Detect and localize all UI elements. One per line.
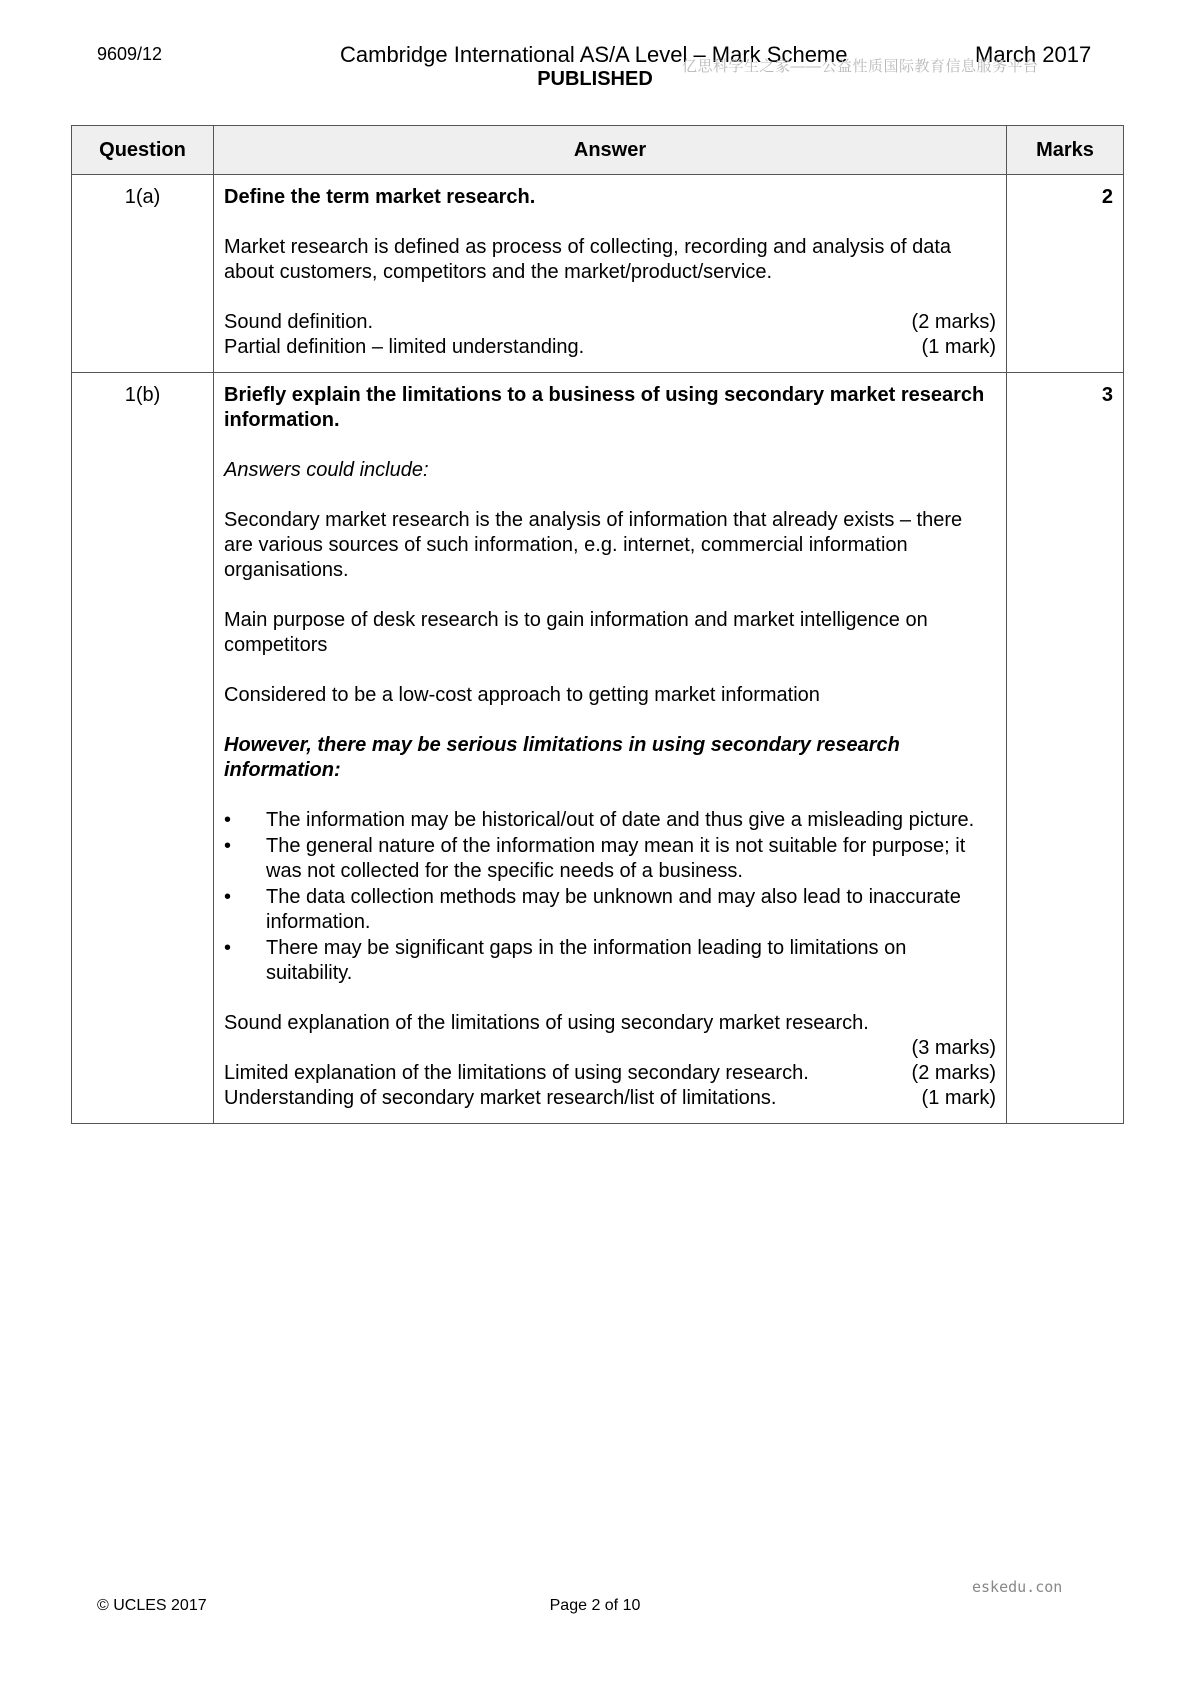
criterion-text: Partial definition – limited understanding. [224,336,585,358]
table-row [72,175,1124,373]
question-prompt: Define the term market research. [224,186,536,208]
copyright-notice: © UCLES 2017 [97,1597,207,1614]
question-number: 1(b) [72,373,214,1124]
bullet-icon: • [224,937,232,959]
document-title: Cambridge International AS/A Level – Mark Scheme [340,42,848,67]
list-item [224,808,996,833]
criterion-mark: (1 mark) [921,1087,996,1109]
criterion-row [224,1061,996,1086]
answer-cell [214,373,1007,1124]
answer-column-header: Answer [214,126,1007,175]
table-header-row [72,126,1124,175]
criterion-row [224,310,996,335]
list-item-text: The general nature of the information may mean it is not suitable for purpose; it was not collected for the specific needs of a business. [266,835,966,882]
exam-date: March 2017 [975,42,1092,67]
criterion-text: Sound definition. [224,311,374,333]
marking-criteria [224,310,996,360]
answers-intro: Answers could include: [224,459,429,481]
published-label: PUBLISHED [537,68,653,90]
list-item-text: The information may be historical/out of date and thus give a misleading picture. [266,809,975,831]
list-item-text: There may be significant gaps in the information leading to limitations on suitability. [266,937,907,984]
answer-paragraph: Secondary market research is the analysis of information that already exists – there are various sources of such information, e.g. internet, commercial information organisations. [224,509,963,581]
criterion-text: Limited explanation of the limitations of using secondary research. [224,1062,809,1084]
footer-watermark: eskedu.con [972,1578,1063,1596]
question-number: 1(a) [72,175,214,373]
list-item [224,834,996,884]
mark-scheme-table [71,125,1124,1124]
criterion-row [224,1086,996,1111]
criterion-text: Sound explanation of the limitations of using secondary market research. [224,1012,869,1034]
marks-value: 2 [1007,175,1124,373]
criterion-row [224,335,996,360]
marks-value: 3 [1007,373,1124,1124]
bullet-icon: • [224,886,232,908]
header-watermark: 亿思科学生之家——公益性质国际教育信息服务平台 [682,58,1039,75]
list-item-text: The data collection methods may be unknown and may also lead to inaccurate information. [266,886,961,933]
bullet-icon: • [224,835,232,857]
list-item [224,936,996,986]
answer-paragraph: Considered to be a low-cost approach to getting market information [224,684,820,706]
answer-paragraph: Main purpose of desk research is to gain information and market intelligence on competitors [224,609,928,656]
bullet-icon: • [224,809,232,831]
answer-cell [214,175,1007,373]
page-number: Page 2 of 10 [549,1597,641,1614]
question-prompt: Briefly explain the limitations to a business of using secondary market research information. [224,384,985,431]
limitations-heading: However, there may be serious limitations in using secondary research information: [224,734,900,781]
table-row [72,373,1124,1124]
criterion-text: Understanding of secondary market research/list of limitations. [224,1087,777,1109]
criterion-mark: (2 marks) [911,1062,996,1084]
question-column-header: Question [72,126,214,175]
paper-code: 9609/12 [97,44,163,64]
marking-criteria [224,1011,996,1111]
limitations-list [224,808,996,986]
criterion-mark: (1 mark) [921,336,996,358]
criterion-mark: (2 marks) [911,311,996,333]
criterion-mark: (3 marks) [911,1037,996,1059]
marks-column-header: Marks [1007,126,1124,175]
answer-definition: Market research is defined as process of collecting, recording and analysis of data about customers, competitors and the market/product/service. [224,236,952,283]
list-item [224,885,996,935]
